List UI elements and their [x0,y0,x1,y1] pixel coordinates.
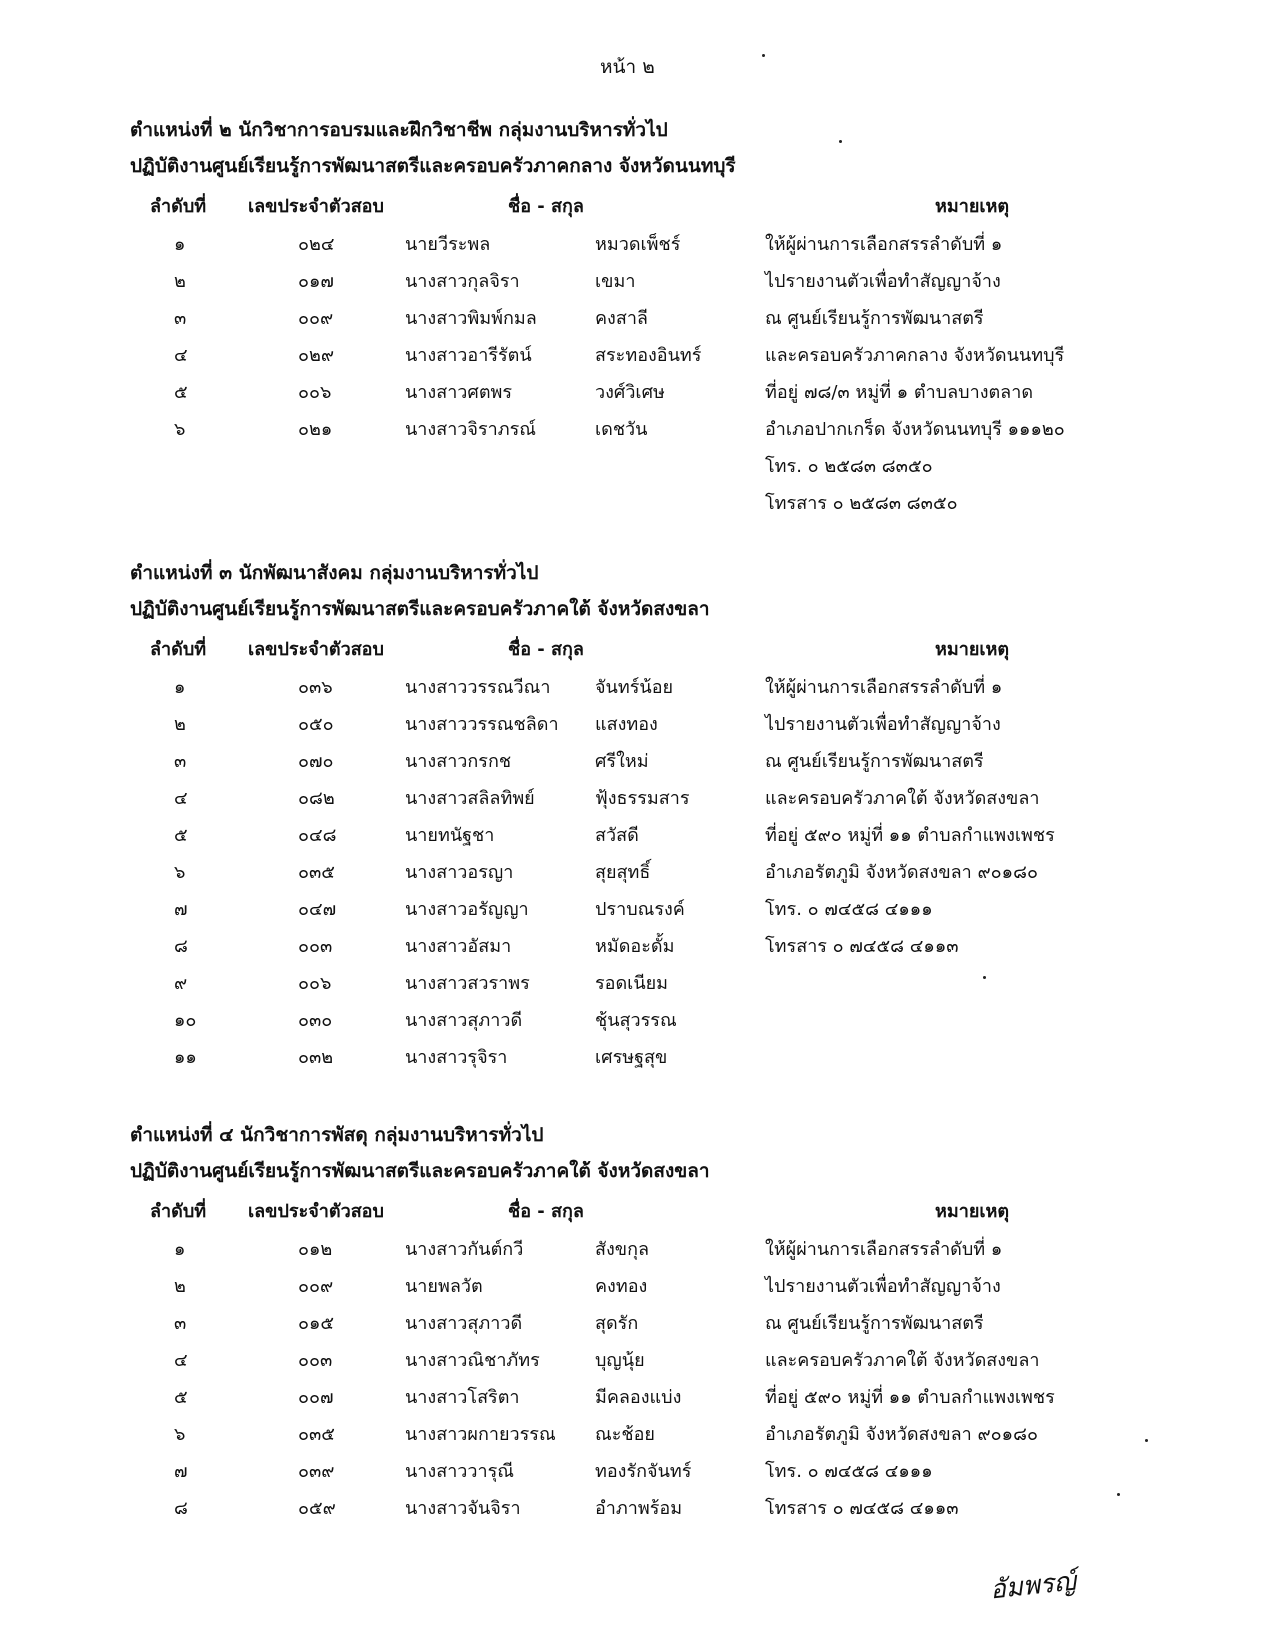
section-title: ตำแหน่งที่ ๒ นักวิชาการอบรมและฝึกวิชาชีพ กลุ่มงานบริหารทั่วไป [130,119,668,141]
scan-speck [762,54,765,57]
row-seq: ๖ [174,1424,186,1445]
note-line: โทร. ๐ ๗๔๕๘ ๔๑๑๑ [765,1461,933,1482]
header-name: ชื่อ - สกุล [508,639,584,660]
row-exam-no: ๐๐๓ [298,936,333,957]
row-exam-no: ๐๘๒ [298,788,335,809]
section-title: ตำแหน่งที่ ๓ นักพัฒนาสังคม กลุ่มงานบริหารทั่วไป [130,562,539,584]
row-last-name: จันทร์น้อย [595,677,674,698]
row-last-name: หมัดอะดั้ม [595,936,675,957]
row-first-name: นางสาววรรณวีณา [405,677,551,698]
row-first-name: นางสาวสลิลทิพย์ [405,788,535,809]
row-exam-no: ๐๐๙ [298,1276,334,1297]
row-first-name: นางสาวพิมพ์กมล [405,308,537,329]
row-last-name: วงศ์วิเศษ [595,382,665,403]
row-exam-no: ๐๓๖ [298,677,333,698]
row-exam-no: ๐๐๙ [298,308,334,329]
row-seq: ๓ [174,308,187,329]
row-exam-no: ๐๔๘ [298,825,337,846]
row-exam-no: ๐๕๙ [298,1498,336,1519]
row-first-name: นางสาวโสริตา [405,1387,520,1408]
row-exam-no: ๐๕๐ [298,714,334,735]
row-first-name: นางสาวอัสมา [405,936,512,957]
row-first-name: นางสาวกรกช [405,751,512,772]
note-line: โทร. ๐ ๒๕๘๓ ๘๓๕๐ [765,456,933,477]
note-line: โทรสาร ๐ ๒๕๘๓ ๘๓๕๐ [765,493,958,514]
row-seq: ๑ [174,234,186,255]
scan-speck [983,976,986,979]
row-seq: ๕ [174,1387,188,1408]
row-seq: ๑๑ [174,1047,197,1068]
row-exam-no: ๐๗๐ [298,751,334,772]
row-seq: ๖ [174,419,186,440]
note-line: อำเภอปากเกร็ด จังหวัดนนทบุรี ๑๑๑๒๐ [765,419,1065,440]
section-title: ตำแหน่งที่ ๔ นักวิชาการพัสดุ กลุ่มงานบริหารทั่วไป [130,1124,544,1146]
row-last-name: เศรษฐสุข [595,1047,668,1068]
row-last-name: ทองรักจันทร์ [595,1461,692,1482]
row-exam-no: ๐๐๗ [298,1387,334,1408]
note-line: ไปรายงานตัวเพื่อทำสัญญาจ้าง [765,714,1001,735]
row-seq: ๔ [174,788,188,809]
row-seq: ๑ [174,677,186,698]
row-last-name: สังขกุล [595,1239,650,1260]
row-first-name: นางสาวณิชาภัทร [405,1350,540,1371]
row-last-name: ศรีใหม่ [595,751,649,772]
note-line: และครอบครัวภาคใต้ จังหวัดสงขลา [765,1350,1040,1371]
row-exam-no: ๐๒๙ [298,345,335,366]
header-seq: ลำดับที่ [150,639,207,660]
row-seq: ๖ [174,862,186,883]
row-exam-no: ๐๓๕ [298,862,335,883]
note-line: โทร. ๐ ๗๔๕๘ ๔๑๑๑ [765,899,933,920]
row-last-name: สระทองอินทร์ [595,345,702,366]
row-first-name: นางสาวผกายวรรณ [405,1424,556,1445]
row-first-name: นางสาวสวราพร [405,973,530,994]
row-last-name: เขมา [595,271,636,292]
row-exam-no: ๐๑๕ [298,1313,335,1334]
header-seq: ลำดับที่ [150,1201,207,1222]
section-subtitle: ปฏิบัติงานศูนย์เรียนรู้การพัฒนาสตรีและครอบครัวภาคใต้ จังหวัดสงขลา [130,1160,710,1182]
header-note: หมายเหตุ [935,1201,1010,1222]
note-line: ณ ศูนย์เรียนรู้การพัฒนาสตรี [765,1313,984,1334]
row-seq: ๒ [174,271,186,292]
scan-speck [1117,1493,1120,1496]
note-line: ที่อยู่ ๗๘/๓ หมู่ที่ ๑ ตำบลบางตลาด [765,382,1034,403]
row-exam-no: ๐๒๔ [298,234,335,255]
row-seq: ๘ [174,1498,188,1519]
row-seq: ๒ [174,1276,186,1297]
note-line: ที่อยู่ ๕๙๐ หมู่ที่ ๑๑ ตำบลกำแพงเพชร [765,1387,1055,1408]
row-first-name: นางสาวสุภาวดี [405,1010,523,1031]
row-seq: ๘ [174,936,188,957]
note-line: ไปรายงานตัวเพื่อทำสัญญาจ้าง [765,271,1001,292]
row-seq: ๗ [174,1461,188,1482]
note-line: ณ ศูนย์เรียนรู้การพัฒนาสตรี [765,751,984,772]
row-exam-no: ๐๓๐ [298,1010,333,1031]
row-first-name: นายวีระพล [405,234,491,255]
row-seq: ๑ [174,1239,186,1260]
header-exam-no: เลขประจำตัวสอบ [248,639,384,660]
header-exam-no: เลขประจำตัวสอบ [248,196,384,217]
row-last-name: สวัสดี [595,825,639,846]
row-last-name: สุดรัก [595,1313,639,1334]
note-line: และครอบครัวภาคใต้ จังหวัดสงขลา [765,788,1040,809]
row-seq: ๔ [174,1350,188,1371]
header-note: หมายเหตุ [935,639,1010,660]
row-exam-no: ๐๓๙ [298,1461,335,1482]
row-seq: ๕ [174,382,188,403]
row-first-name: นางสาวสุภาวดี [405,1313,523,1334]
row-first-name: นางสาวจันจิรา [405,1498,521,1519]
row-last-name: มีคลองแบ่ง [595,1387,682,1408]
row-exam-no: ๐๓๕ [298,1424,335,1445]
row-last-name: ฟุ้งธรรมสาร [595,788,690,809]
row-first-name: นางสาววารุณี [405,1461,514,1482]
row-seq: ๑๐ [174,1010,197,1031]
row-exam-no: ๐๐๓ [298,1350,333,1371]
row-first-name: นายทนัฐชา [405,825,495,846]
row-first-name: นางสาวกันต์กวี [405,1239,524,1260]
row-first-name: นางสาวอรญา [405,862,514,883]
row-first-name: นางสาวศตพร [405,382,513,403]
row-exam-no: ๐๑๒ [298,1239,333,1260]
note-line: ให้ผู้ผ่านการเลือกสรรลำดับที่ ๑ [765,234,1003,255]
header-exam-no: เลขประจำตัวสอบ [248,1201,384,1222]
row-first-name: นางสาวกุลจิรา [405,271,520,292]
row-exam-no: ๐๒๑ [298,419,333,440]
row-last-name: รอดเนียม [595,973,669,994]
header-name: ชื่อ - สกุล [508,196,584,217]
header-seq: ลำดับที่ [150,196,207,217]
note-line: อำเภอรัตภูมิ จังหวัดสงขลา ๙๐๑๘๐ [765,1424,1038,1445]
row-exam-no: ๐๓๒ [298,1047,334,1068]
row-exam-no: ๐๐๖ [298,382,332,403]
row-last-name: ปราบณรงค์ [595,899,685,920]
row-last-name: แสงทอง [595,714,658,735]
row-first-name: นางสาวอรัญญา [405,899,529,920]
row-seq: ๓ [174,1313,187,1334]
note-line: ให้ผู้ผ่านการเลือกสรรลำดับที่ ๑ [765,1239,1003,1260]
row-last-name: หมวดเพ็ชร์ [595,234,681,255]
section-subtitle: ปฏิบัติงานศูนย์เรียนรู้การพัฒนาสตรีและครอบครัวภาคใต้ จังหวัดสงขลา [130,598,710,620]
handwritten-signature: อัมพรญ์ [988,1566,1078,1606]
note-line: และครอบครัวภาคกลาง จังหวัดนนทบุรี [765,345,1065,366]
note-line: ณ ศูนย์เรียนรู้การพัฒนาสตรี [765,308,984,329]
row-last-name: ชุ้นสุวรรณ [595,1010,677,1031]
row-seq: ๗ [174,899,188,920]
row-last-name: อำภาพร้อม [595,1498,683,1519]
header-name: ชื่อ - สกุล [508,1201,584,1222]
row-exam-no: ๐๔๗ [298,899,337,920]
row-last-name: บุญนุ้ย [595,1350,645,1371]
note-line: โทรสาร ๐ ๗๔๕๘ ๔๑๑๓ [765,1498,959,1519]
section-subtitle: ปฏิบัติงานศูนย์เรียนรู้การพัฒนาสตรีและครอบครัวภาคกลาง จังหวัดนนทบุรี [130,155,736,177]
note-line: ให้ผู้ผ่านการเลือกสรรลำดับที่ ๑ [765,677,1003,698]
row-last-name: คงสาลี [595,308,648,329]
note-line: ไปรายงานตัวเพื่อทำสัญญาจ้าง [765,1276,1001,1297]
row-first-name: นางสาววรรณชลิดา [405,714,559,735]
row-last-name: สุยสุทธิ์ [595,862,651,883]
row-exam-no: ๐๐๖ [298,973,332,994]
row-first-name: นางสาวรุจิรา [405,1047,508,1068]
row-last-name: คงทอง [595,1276,648,1297]
row-first-name: นางสาวอารีรัตน์ [405,345,532,366]
note-line: ที่อยู่ ๕๙๐ หมู่ที่ ๑๑ ตำบลกำแพงเพชร [765,825,1055,846]
header-note: หมายเหตุ [935,196,1010,217]
row-first-name: นางสาวจิราภรณ์ [405,419,536,440]
note-line: อำเภอรัตภูมิ จังหวัดสงขลา ๙๐๑๘๐ [765,862,1038,883]
row-last-name: ณะช้อย [595,1424,655,1445]
row-first-name: นายพลวัต [405,1276,483,1297]
row-seq: ๕ [174,825,188,846]
scan-speck [839,140,842,143]
row-exam-no: ๐๑๗ [298,271,334,292]
scan-speck [1145,1439,1148,1442]
page-number: หน้า ๒ [600,56,655,78]
row-last-name: เดชวัน [595,419,648,440]
row-seq: ๙ [174,973,188,994]
note-line: โทรสาร ๐ ๗๔๕๘ ๔๑๑๓ [765,936,959,957]
row-seq: ๔ [174,345,188,366]
row-seq: ๒ [174,714,186,735]
row-seq: ๓ [174,751,187,772]
